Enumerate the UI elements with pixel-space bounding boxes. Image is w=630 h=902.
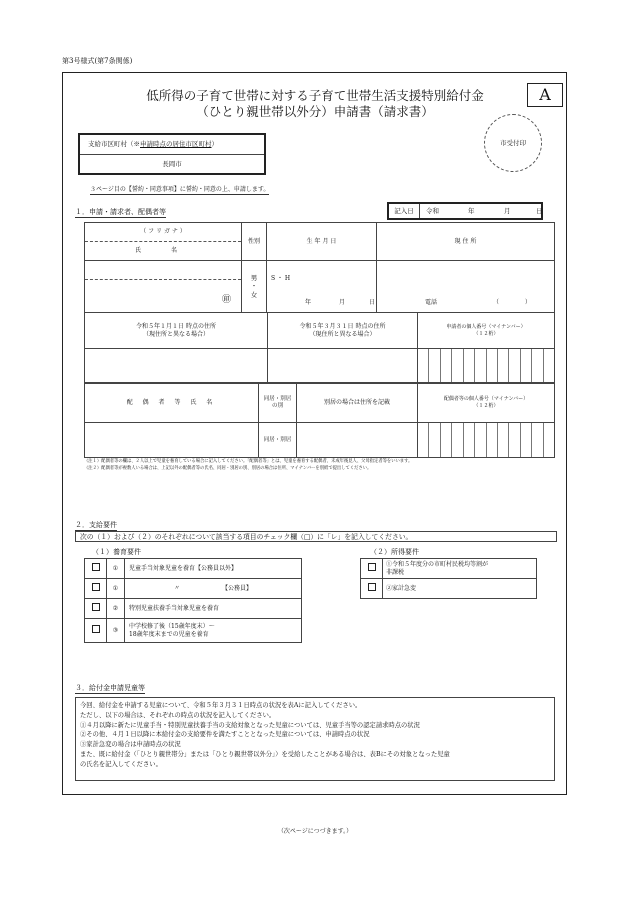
section3-instructions	[75, 697, 555, 781]
s3-line-4: ②その他、４月１日以降に本給付金の支給要件を満たすこととなった児童については、申請時点の状況	[80, 731, 370, 739]
mynumber-applicant-header: 申請者の個人番号（マイナンバー） （１２桁）	[418, 313, 555, 349]
sex-options[interactable]: 男 ・ 女	[242, 261, 267, 313]
mynumber-applicant-input[interactable]	[418, 349, 555, 384]
birth-eras: S ・ H	[271, 275, 291, 282]
income-req-check-2[interactable]	[361, 579, 383, 599]
cohab-header: 同居・別居 の別	[259, 383, 297, 423]
name-header	[85, 223, 242, 261]
address-history-table	[84, 312, 555, 384]
birth-month: 月	[339, 298, 346, 306]
municipality-label: 支給市区町村（※申請時点の居住市区町村）	[80, 135, 264, 155]
addr-jan-input[interactable]	[85, 349, 268, 384]
separate-addr-input[interactable]	[297, 423, 418, 458]
child-req-num-1: ①	[107, 559, 125, 579]
spouse-table	[84, 382, 555, 458]
income-req-check-1[interactable]	[361, 559, 383, 579]
form-number: 第3号様式(第7条関係)	[62, 57, 133, 65]
child-requirements	[84, 558, 302, 643]
addr-mar-input[interactable]	[268, 349, 418, 384]
s3-line-3: ①４月以降に新たに児童手当・特別児童扶養手当の支給対象となった児童については、児童手当等の認定請求時点の状況	[80, 721, 420, 729]
spouse-name-header: 配 偶 者 等 氏 名	[85, 383, 259, 423]
form-type-mark: A	[527, 83, 563, 107]
mynumber-spouse-input[interactable]	[418, 423, 555, 458]
child-req-text-3: 特別児童扶養手当対象児童を養育	[125, 599, 302, 619]
form-title: 低所得の子育て世帯に対する子育て世帯生活支援特別給付金 （ひとり親世帯以外分）申請書（請求書）	[146, 88, 484, 119]
sex-header: 性別	[242, 223, 267, 261]
section3-title: ３．給付金申請児童等	[75, 684, 145, 692]
birth-day: 日	[369, 298, 376, 306]
entry-date-label: 記入日	[389, 204, 420, 218]
child-req-num-4: ③	[107, 619, 125, 643]
child-req-check-4[interactable]	[85, 619, 107, 643]
municipality-value: 長岡市	[162, 160, 182, 168]
child-req-text-2: 〃 【公務員】	[125, 579, 302, 599]
address-cell[interactable]	[377, 261, 555, 313]
child-req-check-1[interactable]	[85, 559, 107, 579]
applicant-table	[84, 222, 555, 313]
s3-line-7: の氏名を記入してください。	[80, 760, 162, 768]
entry-era: 令和	[426, 207, 439, 215]
child-req-num-3: ②	[107, 599, 125, 619]
address-header: 現 住 所	[377, 223, 555, 261]
birth-cell[interactable]	[267, 261, 377, 313]
child-req-text-1: 児童手当対象児童を養育【公務員以外】	[125, 559, 302, 579]
addr-mar-header: 令和５年３月３１日 時点の住所 （現住所と異なる場合）	[268, 313, 418, 349]
note-2: （注２）配偶者等が複数人いる場合は、上記以外の配偶者等の氏名、同居・別居の別、別居の場合は住所、マイナンバーを別紙で提出してください。	[84, 465, 372, 471]
reception-stamp-area: 市受付印	[484, 114, 542, 172]
child-req-check-3[interactable]	[85, 599, 107, 619]
section1-notes	[84, 459, 559, 472]
note-1: （注１）配偶者等の欄は、２人以上で児童を養育している場合に記入してください。「配偶者等」とは、児童を養育する配偶者、未成年後見人、父母指定者等をいいます。	[84, 459, 413, 464]
child-req-check-2[interactable]	[85, 579, 107, 599]
spouse-name-input[interactable]	[85, 423, 259, 458]
income-requirements	[360, 558, 537, 599]
s3-line-6: また、既に給付金（「ひとり親世帯分」または「ひとり親世帯以外分」）を受給したことがある場合は、表Bにその対象となった児童	[80, 750, 450, 758]
applicant-name-cell[interactable]	[85, 261, 242, 313]
entry-day: 日	[536, 207, 543, 215]
furigana-label: （ フ リ ガ ナ ）	[85, 223, 241, 242]
name-label: 氏 名	[135, 247, 191, 254]
entry-month: 月	[504, 207, 511, 215]
income-req-text-2: ②家計急変	[383, 579, 537, 599]
entry-date-box[interactable]	[387, 202, 543, 220]
income-req-title: （２）所得要件	[370, 548, 419, 556]
cohab-value[interactable]: 同居・別居	[259, 423, 297, 458]
section2-title: ２．支給要件	[75, 521, 117, 529]
child-req-title: （１）養育要件	[92, 548, 141, 556]
phone-label: 電話	[425, 298, 438, 306]
municipality-box	[78, 133, 266, 175]
entry-year: 年	[468, 207, 475, 215]
birth-header: 生 年 月 日	[267, 223, 377, 261]
s3-line-1: 今回、給付金を申請する児童について、令和５年３月３１日時点の状況を表Aに記入してください。	[80, 702, 362, 709]
consent-text: ３ページ目の【誓約・同意事項】に誓約・同意の上、申請します。	[90, 186, 270, 193]
child-req-text-4: 中学校修了後（15歳年度末）～ 18歳年度末までの児童を養育	[125, 619, 302, 643]
section1-title: １．申請・請求者、配偶者等	[75, 208, 166, 216]
mynumber-spouse-header: 配偶者等の個人番号（マイナンバー） （１２桁）	[418, 383, 555, 423]
section2-instruction: 次の（１）および（２）のそれぞれについて該当する項目のチェック欄（□）に「レ」を記入してください。	[75, 531, 557, 542]
seal-mark: ㊞	[221, 294, 231, 305]
birth-year: 年	[305, 298, 312, 306]
child-req-num-2: ①	[107, 579, 125, 599]
income-req-text-1: ①令和５年度分の市町村民税均等割が 非課税	[383, 559, 537, 579]
addr-jan-header: 令和５年１月１日 時点の住所 （現住所と異なる場合）	[85, 313, 268, 349]
separate-addr-header: 別居の場合は住所を記載	[297, 383, 418, 423]
continued-note: （次ページにつづきます。）	[277, 828, 353, 835]
s3-line-2: ただし、以下の場合は、それぞれの時点の状況を記入してください。	[80, 711, 276, 719]
phone-parens: （ ）	[493, 298, 531, 306]
s3-line-5: ③家計急変の場合は申請時点の状況	[80, 741, 181, 749]
